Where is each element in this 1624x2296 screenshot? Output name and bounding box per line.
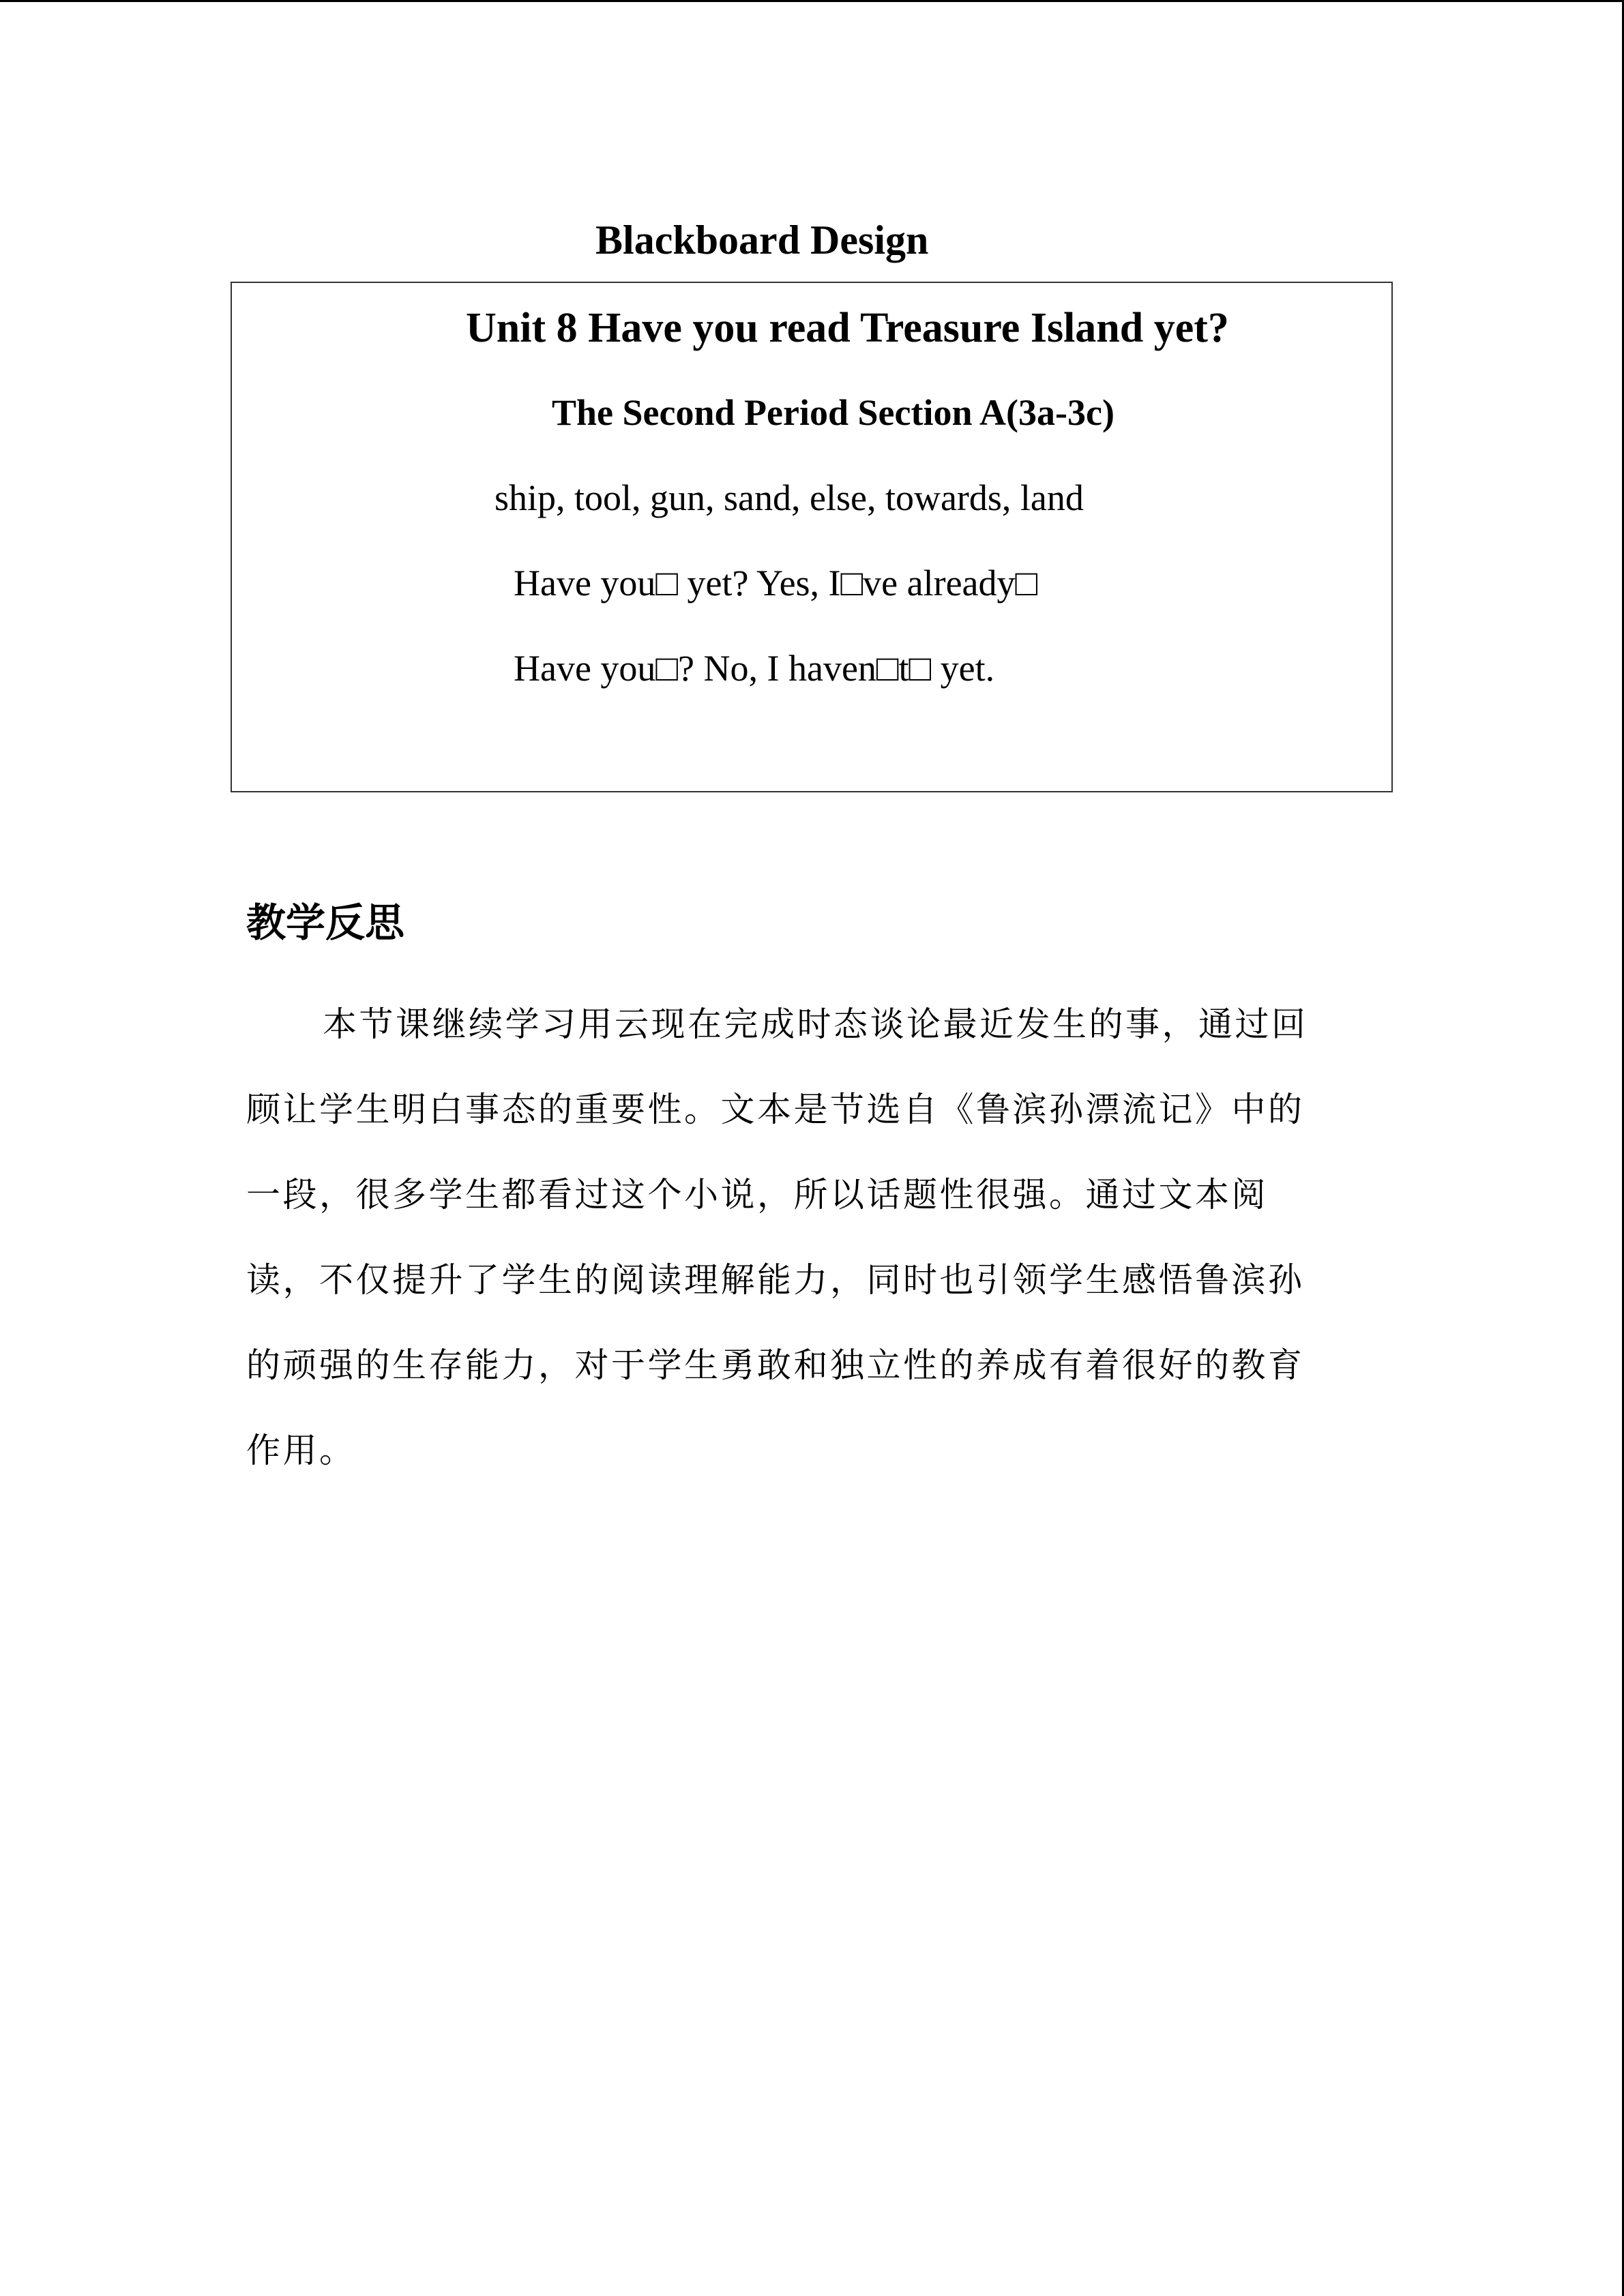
blackboard-design-title: Blackboard Design [595,218,929,263]
paragraph-line: 的顽强的生存能力，对于学生勇敢和独立性的养成有着很好的教育 [246,1345,1305,1385]
period-subtitle: The Second Period Section A(3a-3c) [552,392,1114,433]
paragraph-line: 本节课继续学习用云现在完成时态谈论最近发生的事，通过回 [323,1004,1308,1044]
sentence-pattern-negative: Have you□? No, I haven□t□ yet. [514,648,995,689]
sentence-pattern-affirmative: Have you□ yet? Yes, I□ve already□ [514,563,1038,603]
teaching-reflection-paragraph [246,982,1355,1493]
paragraph-line: 读，不仅提升了学生的阅读理解能力，同时也引领学生感悟鲁滨孙 [246,1260,1305,1300]
paragraph-line: 顾让学生明白事态的重要性。文本是节选自《鲁滨孙漂流记》中的 [246,1090,1305,1129]
vocabulary-list: ship, tool, gun, sand, else, towards, land [494,477,1084,518]
unit-title: Unit 8 Have you read Treasure Island yet? [466,305,1229,351]
paragraph-line: 作用。 [246,1431,356,1470]
blackboard-box [231,282,1393,792]
page-top-border [0,0,1624,2]
paragraph-line: 一段，很多学生都看过这个小说，所以话题性很强。通过文本阅 [246,1175,1268,1214]
teaching-reflection-heading: 教学反思 [246,899,405,946]
